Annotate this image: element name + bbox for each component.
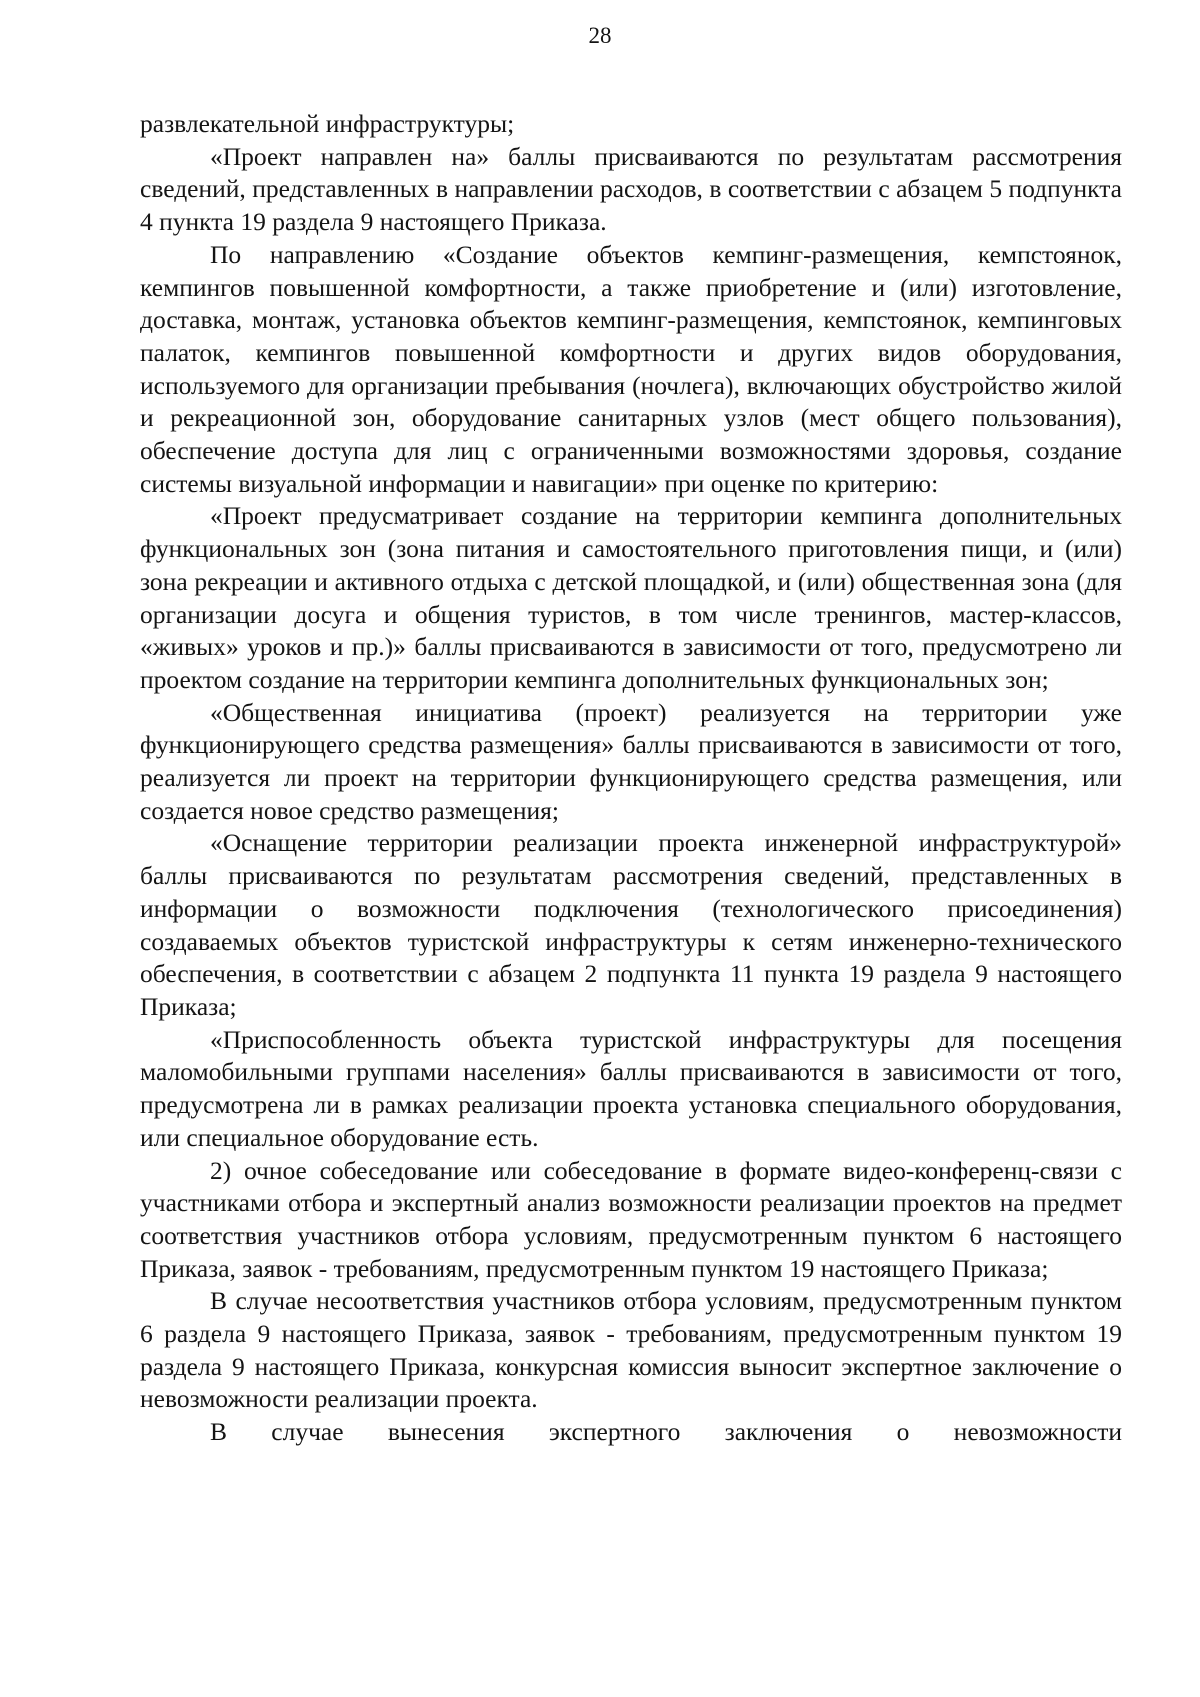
paragraph: «Приспособленность объекта туристской инфраструктуры для посещения маломобильными группами населения» баллы присваиваются в зависимости от того, предусмотрена ли в рамках реализации проекта установка специального оборудования, или специальное оборудование есть. <box>140 1024 1122 1152</box>
paragraph: В случае вынесения экспертного заключения о невозможности <box>210 1417 1122 1447</box>
paragraph: развлекательной инфраструктуры; <box>140 109 515 138</box>
paragraph: В случае несоответствия участников отбора условиям, предусмотренным пунктом 6 раздела 9 настоящего Приказа, заявок - требованиям, предусмотренным пунктом 19 раздела 9 настоящего Приказа, конкурсная комиссия выносит экспертное заключение о невозможности реализации проекта. <box>140 1286 1122 1414</box>
paragraph: 2) очное собеседование или собеседование в формате видео-конференц-связи с участниками отбора и экспертный анализ возможности реализации проектов на предмет соответствия участников отбора условиям, предусмотренным пунктом 6 настоящего Приказа, заявок - требованиям, предусмотренным пунктом 19 настоящего Приказа; <box>140 1155 1122 1283</box>
paragraph: «Оснащение территории реализации проекта инженерной инфраструктурой» баллы присваиваются по результатам рассмотрения сведений, представленных в информации о возможности подключения (технологического присоединения) создаваемых объектов туристской инфраструктуры к сетям инженерно-технического обеспечения, в соответствии с абзацем 2 подпункта 11 пункта 19 раздела 9 настоящего Приказа; <box>140 828 1122 1021</box>
paragraph: По направлению «Создание объектов кемпинг-размещения, кемпстоянок, кемпингов повышенной комфортности, а также приобретение и (или) изготовление, доставка, монтаж, установка объектов кемпинг-размещения, кемпстоянок, кемпинговых палаток, кемпингов повышенной комфортности и других видов оборудования, используемого для организации пребывания (ночлега), включающих обустройство жилой и рекреационной зон, оборудование санитарных узлов (мест общего пользования), обеспечение доступа для лиц с ограниченными возможностями здоровья, создание системы визуальной информации и навигации» при оценке по критерию: <box>140 239 1122 498</box>
document-body <box>140 108 1122 1449</box>
paragraph: «Проект предусматривает создание на территории кемпинга дополнительных функциональных зон (зона питания и самостоятельного приготовления пищи, и (или) зона рекреации и активного отдыха с детской площадкой, и (или) общественная зона (для организации досуга и общения туристов, в том числе тренингов, мастер-классов, «живых» уроков и пр.)» баллы присваиваются в зависимости от того, предусмотрено ли проектом создание на территории кемпинга дополнительных функциональных зон; <box>140 501 1122 694</box>
paragraph: «Общественная инициатива (проект) реализуется на территории уже функционирующего средства размещения» баллы присваиваются в зависимости от того, реализуется ли проект на территории функционирующего средства размещения, или создается новое средство размещения; <box>140 697 1122 825</box>
paragraph: «Проект направлен на» баллы присваиваются по результатам рассмотрения сведений, представленных в направлении расходов, в соответствии с абзацем 5 подпункта 4 пункта 19 раздела 9 настоящего Приказа. <box>140 141 1122 237</box>
page-number: 28 <box>588 23 612 48</box>
